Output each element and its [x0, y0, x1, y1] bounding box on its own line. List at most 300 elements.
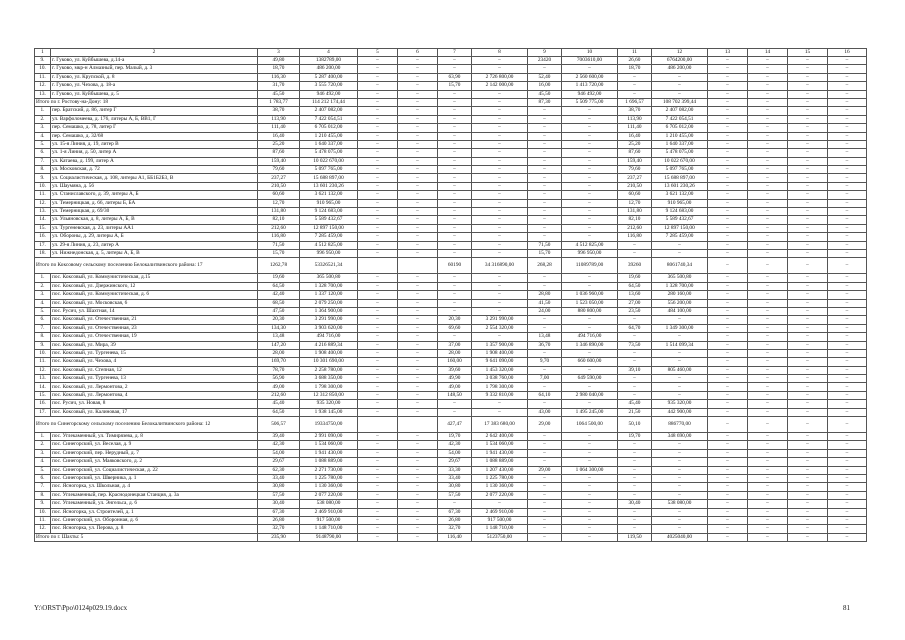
value-cell: –: [828, 391, 867, 399]
value-cell: –: [788, 191, 828, 199]
value-cell: 2 980 040,00: [562, 391, 618, 399]
value-cell: 13 601 230,26: [652, 182, 708, 190]
address-cell: ул. Социалистическая, д. 108, литеры А1, ББ1Б2Б3, В: [51, 174, 258, 182]
value-cell: 60,60: [258, 191, 300, 199]
value-cell: 2 258 780,00: [300, 366, 358, 374]
value-cell: 1 130 360,00: [300, 483, 358, 491]
value-cell: 3 903 620,00: [300, 324, 358, 332]
value-cell: 10 022 670,00: [300, 157, 358, 165]
value-cell: –: [788, 299, 828, 307]
address-cell: пер. Семашко, д. 78, литер Г: [51, 124, 258, 132]
value-cell: –: [438, 115, 472, 123]
value-cell: –: [748, 491, 788, 499]
value-cell: –: [438, 233, 472, 241]
value-cell: –: [472, 400, 528, 408]
value-cell: –: [472, 132, 528, 140]
value-cell: –: [828, 383, 867, 391]
value-cell: –: [748, 115, 788, 123]
value-cell: –: [358, 216, 398, 224]
value-cell: –: [708, 474, 748, 482]
table-row: [35, 282, 867, 290]
address-cell: пос. Коксовый, ул. Отечественная, 19: [51, 333, 258, 341]
value-cell: –: [438, 291, 472, 299]
value-cell: –: [528, 516, 562, 524]
footer-file-path: Y:\ORST\Ppo\0124p029.19.docx: [34, 604, 128, 612]
value-cell: –: [358, 73, 398, 81]
header-cell: 6: [398, 49, 438, 57]
value-cell: –: [398, 149, 438, 157]
value-cell: –: [828, 182, 867, 190]
row-number-cell: 3.: [35, 291, 51, 299]
value-cell: 26,80: [258, 516, 300, 524]
subtotal-value-cell: [398, 258, 438, 274]
address-cell: ул. 29-я Линия, д. 23, литер А: [51, 241, 258, 249]
value-cell: –: [438, 191, 472, 199]
value-cell: 18,70: [618, 65, 652, 73]
value-cell: 210,50: [258, 182, 300, 190]
value-cell: –: [652, 241, 708, 249]
value-cell: 660 600,00: [562, 358, 618, 366]
value-cell: –: [748, 316, 788, 324]
address-cell: пос. Коксовый, ул. Отечественная, 21: [51, 316, 258, 324]
value-cell: –: [438, 241, 472, 249]
value-cell: –: [788, 341, 828, 349]
table-row: [35, 441, 867, 449]
value-cell: 1 495 245,00: [562, 408, 618, 416]
value-cell: 52,40: [528, 73, 562, 81]
value-cell: –: [708, 57, 748, 65]
value-cell: –: [562, 166, 618, 174]
value-cell: 9 124 683,00: [652, 208, 708, 216]
value-cell: 935 320,00: [652, 400, 708, 408]
value-cell: –: [828, 73, 867, 81]
table-row: [35, 82, 867, 90]
value-cell: –: [748, 358, 788, 366]
value-cell: –: [828, 124, 867, 132]
value-cell: 3 688 350,00: [300, 375, 358, 383]
row-number-cell: 1.: [35, 107, 51, 115]
value-cell: 2 079 250,00: [300, 299, 358, 307]
value-cell: 148,50: [438, 391, 472, 399]
value-cell: –: [788, 508, 828, 516]
row-number-cell: 4.: [35, 132, 51, 140]
value-cell: –: [398, 274, 438, 282]
subtotal-value-cell: 87,30: [528, 98, 562, 106]
value-cell: –: [788, 441, 828, 449]
value-cell: 996 950,00: [300, 249, 358, 257]
value-cell: –: [398, 408, 438, 416]
value-cell: –: [788, 174, 828, 182]
value-cell: 7 285 459,00: [300, 233, 358, 241]
value-cell: –: [358, 65, 398, 73]
value-cell: –: [748, 483, 788, 491]
table-row: [35, 516, 867, 524]
value-cell: –: [472, 124, 528, 132]
value-cell: –: [358, 391, 398, 399]
value-cell: –: [398, 199, 438, 207]
value-cell: –: [528, 115, 562, 123]
value-cell: –: [748, 333, 788, 341]
address-cell: пос. Коксовый, ул. Калиновая, 17: [51, 408, 258, 416]
row-number-cell: 14.: [35, 383, 51, 391]
value-cell: –: [528, 449, 562, 457]
value-cell: 79,60: [618, 166, 652, 174]
value-cell: 159,40: [618, 157, 652, 165]
subtotal-value-cell: –: [828, 98, 867, 106]
value-cell: 18,70: [258, 65, 300, 73]
value-cell: 1 357 900,00: [472, 341, 528, 349]
value-cell: –: [828, 333, 867, 341]
header-cell: 5: [358, 49, 398, 57]
address-cell: ул. Ульяновская, д. 8, литеры А, Б, В: [51, 216, 258, 224]
row-number-cell: 1.: [35, 274, 51, 282]
value-cell: –: [562, 149, 618, 157]
value-cell: 47,50: [258, 307, 300, 315]
value-cell: –: [528, 199, 562, 207]
row-number-cell: 10.: [35, 349, 51, 357]
value-cell: –: [788, 166, 828, 174]
value-cell: –: [358, 291, 398, 299]
table-row: [35, 474, 867, 482]
row-number-cell: 10.: [35, 65, 51, 73]
value-cell: –: [358, 474, 398, 482]
header-cell: 11: [618, 49, 652, 57]
value-cell: –: [472, 107, 528, 115]
table-row: [35, 341, 867, 349]
row-number-cell: 5.: [35, 140, 51, 148]
value-cell: –: [652, 525, 708, 533]
value-cell: 169,70: [258, 358, 300, 366]
value-cell: 43,00: [528, 408, 562, 416]
value-cell: 12 897 150,00: [652, 224, 708, 232]
row-number-cell: 13.: [35, 90, 51, 98]
value-cell: 29,67: [258, 458, 300, 466]
value-cell: 10 022 670,00: [652, 157, 708, 165]
row-number-cell: 7.: [35, 483, 51, 491]
address-cell: ул. Катаева, д. 199, литер А: [51, 157, 258, 165]
value-cell: 237,27: [258, 174, 300, 182]
value-cell: 30,80: [258, 483, 300, 491]
value-cell: –: [472, 182, 528, 190]
value-cell: 29,67: [438, 458, 472, 466]
table-row: [35, 358, 867, 366]
subtotal-value-cell: –: [708, 98, 748, 106]
address-cell: пос. Коксовый, ул. Московская, 6: [51, 299, 258, 307]
value-cell: –: [748, 508, 788, 516]
value-cell: –: [618, 449, 652, 457]
row-number-cell: 11.: [35, 191, 51, 199]
value-cell: –: [618, 73, 652, 81]
subtotal-value-cell: –: [562, 533, 618, 541]
value-cell: –: [358, 199, 398, 207]
row-number-cell: 17.: [35, 408, 51, 416]
table-row: [35, 65, 867, 73]
value-cell: –: [788, 282, 828, 290]
value-cell: –: [398, 282, 438, 290]
value-cell: –: [748, 249, 788, 257]
value-cell: 2 077 220,00: [300, 491, 358, 499]
value-cell: 1 798 300,00: [300, 383, 358, 391]
value-cell: –: [438, 65, 472, 73]
value-cell: 32,70: [258, 525, 300, 533]
value-cell: –: [788, 149, 828, 157]
value-cell: –: [438, 333, 472, 341]
address-cell: г. Гуково, ул. Крупской, д. 8: [51, 73, 258, 81]
table-row: [35, 408, 867, 416]
value-cell: –: [748, 174, 788, 182]
value-cell: 1 036 960,00: [562, 291, 618, 299]
value-cell: 3 621 132,00: [300, 191, 358, 199]
row-number-cell: 13.: [35, 375, 51, 383]
value-cell: 116,80: [618, 233, 652, 241]
value-cell: 9 641 090,00: [472, 358, 528, 366]
header-cell: 4: [300, 49, 358, 57]
address-cell: пос. Русич, ул. Новая, 8: [51, 400, 258, 408]
value-cell: 805 460,00: [652, 366, 708, 374]
value-cell: –: [828, 375, 867, 383]
value-cell: –: [828, 307, 867, 315]
subtotal-value-cell: 39260: [618, 258, 652, 274]
value-cell: –: [398, 383, 438, 391]
subtotal-label: Итого по Коксовому сельскому поселению Белокалитвинского района: 17: [35, 258, 258, 274]
subtotal-value-cell: –: [748, 533, 788, 541]
value-cell: 2 642 400,00: [472, 433, 528, 441]
address-cell: пос. Синегорский, ул. Маяковского, д. 2: [51, 458, 258, 466]
address-cell: ул. Шаумяна, д. 56: [51, 182, 258, 190]
value-cell: 113,90: [258, 115, 300, 123]
value-cell: 2 560 600,00: [562, 73, 618, 81]
value-cell: 2 271 730,00: [300, 466, 358, 474]
value-cell: –: [472, 157, 528, 165]
value-cell: 30,40: [258, 500, 300, 508]
value-cell: –: [828, 115, 867, 123]
value-cell: –: [358, 90, 398, 98]
value-cell: –: [652, 474, 708, 482]
subtotal-value-cell: –: [828, 533, 867, 541]
value-cell: –: [618, 249, 652, 257]
subtotal-value-cell: 108 702 399,44: [652, 98, 708, 106]
value-cell: 486 200,00: [300, 65, 358, 73]
value-cell: –: [562, 491, 618, 499]
value-cell: –: [652, 82, 708, 90]
value-cell: –: [748, 90, 788, 98]
value-cell: –: [358, 282, 398, 290]
value-cell: 134,30: [258, 324, 300, 332]
value-cell: 1 534 060,00: [472, 441, 528, 449]
value-cell: –: [528, 366, 562, 374]
table-row: [35, 73, 867, 81]
value-cell: –: [398, 525, 438, 533]
address-cell: ул. Московская, д. 72: [51, 166, 258, 174]
value-cell: 1 225 780,00: [300, 474, 358, 482]
value-cell: –: [748, 474, 788, 482]
value-cell: 365 500,80: [300, 274, 358, 282]
value-cell: –: [398, 491, 438, 499]
value-cell: 1 337 120,00: [300, 291, 358, 299]
table-row: [35, 90, 867, 98]
address-cell: пос. Синегорский, ул. Веселая, д. 9: [51, 441, 258, 449]
value-cell: –: [828, 65, 867, 73]
subtotal-value-cell: 29,00: [528, 417, 562, 433]
table-row: [35, 274, 867, 282]
value-cell: –: [528, 491, 562, 499]
address-cell: пос. Коксовый, ул. Чехова, 4: [51, 358, 258, 366]
value-cell: –: [828, 274, 867, 282]
value-cell: –: [528, 182, 562, 190]
row-number-cell: 4.: [35, 458, 51, 466]
header-cell: 14: [748, 49, 788, 57]
row-number-cell: 12.: [35, 366, 51, 374]
value-cell: –: [828, 516, 867, 524]
value-cell: –: [652, 90, 708, 98]
value-cell: –: [652, 249, 708, 257]
table-row: [35, 400, 867, 408]
table-row: [35, 107, 867, 115]
subtotal-value-cell: –: [358, 98, 398, 106]
value-cell: –: [708, 191, 748, 199]
value-cell: –: [708, 233, 748, 241]
row-number-cell: 15.: [35, 224, 51, 232]
value-cell: –: [788, 124, 828, 132]
value-cell: 37,00: [438, 341, 472, 349]
table-row: [35, 333, 867, 341]
value-cell: –: [562, 508, 618, 516]
value-cell: –: [472, 249, 528, 257]
value-cell: –: [472, 274, 528, 282]
value-cell: –: [708, 466, 748, 474]
value-cell: –: [358, 500, 398, 508]
value-cell: –: [652, 349, 708, 357]
value-cell: 78,70: [258, 366, 300, 374]
value-cell: –: [528, 441, 562, 449]
value-cell: –: [708, 65, 748, 73]
value-cell: –: [828, 291, 867, 299]
value-cell: 5 287 400,00: [300, 73, 358, 81]
value-cell: 87,60: [618, 149, 652, 157]
value-cell: 38,70: [618, 107, 652, 115]
value-cell: –: [562, 525, 618, 533]
value-cell: –: [708, 408, 748, 416]
value-cell: –: [788, 182, 828, 190]
subtotal-value-cell: 886770,00: [652, 417, 708, 433]
value-cell: –: [472, 307, 528, 315]
value-cell: –: [358, 433, 398, 441]
value-cell: –: [788, 90, 828, 98]
subtotal-value-cell: 53326521,34: [300, 258, 358, 274]
table-row: [35, 224, 867, 232]
address-cell: пос. Синегорский, пер. Нерудный, д. 7: [51, 449, 258, 457]
value-cell: 212,60: [618, 224, 652, 232]
value-cell: –: [828, 57, 867, 65]
value-cell: –: [472, 90, 528, 98]
value-cell: 1 941 430,00: [472, 449, 528, 457]
value-cell: 3 291 990,00: [300, 316, 358, 324]
value-cell: –: [472, 166, 528, 174]
value-cell: 494 716,00: [562, 333, 618, 341]
address-cell: пос. Синегорский, ул. Оборонная, д. 6: [51, 516, 258, 524]
value-cell: –: [748, 57, 788, 65]
value-cell: –: [562, 132, 618, 140]
value-cell: 13 601 230,26: [300, 182, 358, 190]
address-cell: пос. Синегорский, ул. Шверника, д. 1: [51, 474, 258, 482]
value-cell: 5 589 432,67: [652, 216, 708, 224]
value-cell: –: [748, 149, 788, 157]
value-cell: 33,40: [438, 474, 472, 482]
table-row: [35, 433, 867, 441]
value-cell: –: [398, 391, 438, 399]
value-cell: –: [748, 216, 788, 224]
value-cell: 15,70: [528, 249, 562, 257]
value-cell: –: [358, 358, 398, 366]
value-cell: –: [828, 299, 867, 307]
subtotal-value-cell: 50,10: [618, 417, 652, 433]
value-cell: 6 705 012,00: [652, 124, 708, 132]
value-cell: 1 908 400,00: [300, 349, 358, 357]
table-row: [35, 182, 867, 190]
value-cell: –: [748, 391, 788, 399]
value-cell: –: [708, 166, 748, 174]
value-cell: 348 690,00: [652, 433, 708, 441]
value-cell: –: [358, 57, 398, 65]
value-cell: –: [708, 307, 748, 315]
value-cell: –: [828, 349, 867, 357]
header-cell: 10: [562, 49, 618, 57]
value-cell: 1 523 050,00: [562, 299, 618, 307]
subtotal-value-cell: 1064 500,00: [562, 417, 618, 433]
value-cell: 131,80: [618, 208, 652, 216]
value-cell: –: [528, 216, 562, 224]
value-cell: –: [562, 208, 618, 216]
value-cell: 9 124 683,00: [300, 208, 358, 216]
value-cell: –: [528, 132, 562, 140]
value-cell: –: [398, 224, 438, 232]
value-cell: –: [438, 166, 472, 174]
value-cell: –: [398, 115, 438, 123]
value-cell: –: [398, 241, 438, 249]
value-cell: 20,30: [438, 316, 472, 324]
table-row: [35, 508, 867, 516]
value-cell: –: [358, 249, 398, 257]
value-cell: 62,30: [258, 466, 300, 474]
value-cell: –: [562, 483, 618, 491]
value-cell: 2 407 082,00: [652, 107, 708, 115]
header-cell: 15: [788, 49, 828, 57]
value-cell: –: [788, 324, 828, 332]
row-number-cell: 17.: [35, 241, 51, 249]
value-cell: 39,10: [618, 366, 652, 374]
value-cell: –: [748, 441, 788, 449]
value-cell: –: [438, 107, 472, 115]
value-cell: –: [788, 375, 828, 383]
value-cell: –: [358, 491, 398, 499]
value-cell: –: [748, 299, 788, 307]
value-cell: –: [358, 140, 398, 148]
value-cell: 2 554 320,00: [472, 324, 528, 332]
value-cell: –: [828, 82, 867, 90]
value-cell: –: [562, 282, 618, 290]
row-number-cell: 5.: [35, 307, 51, 315]
row-number-cell: 6.: [35, 474, 51, 482]
subtotal-value-cell: –: [472, 98, 528, 106]
header-cell: 12: [652, 49, 708, 57]
value-cell: 15 688 897,00: [652, 174, 708, 182]
value-cell: –: [708, 157, 748, 165]
value-cell: 31,70: [258, 82, 300, 90]
value-cell: –: [398, 400, 438, 408]
subtotal-value-cell: –: [398, 98, 438, 106]
address-cell: пос. Синегорский, ул. Социалистическая, д. 22: [51, 466, 258, 474]
value-cell: –: [828, 525, 867, 533]
